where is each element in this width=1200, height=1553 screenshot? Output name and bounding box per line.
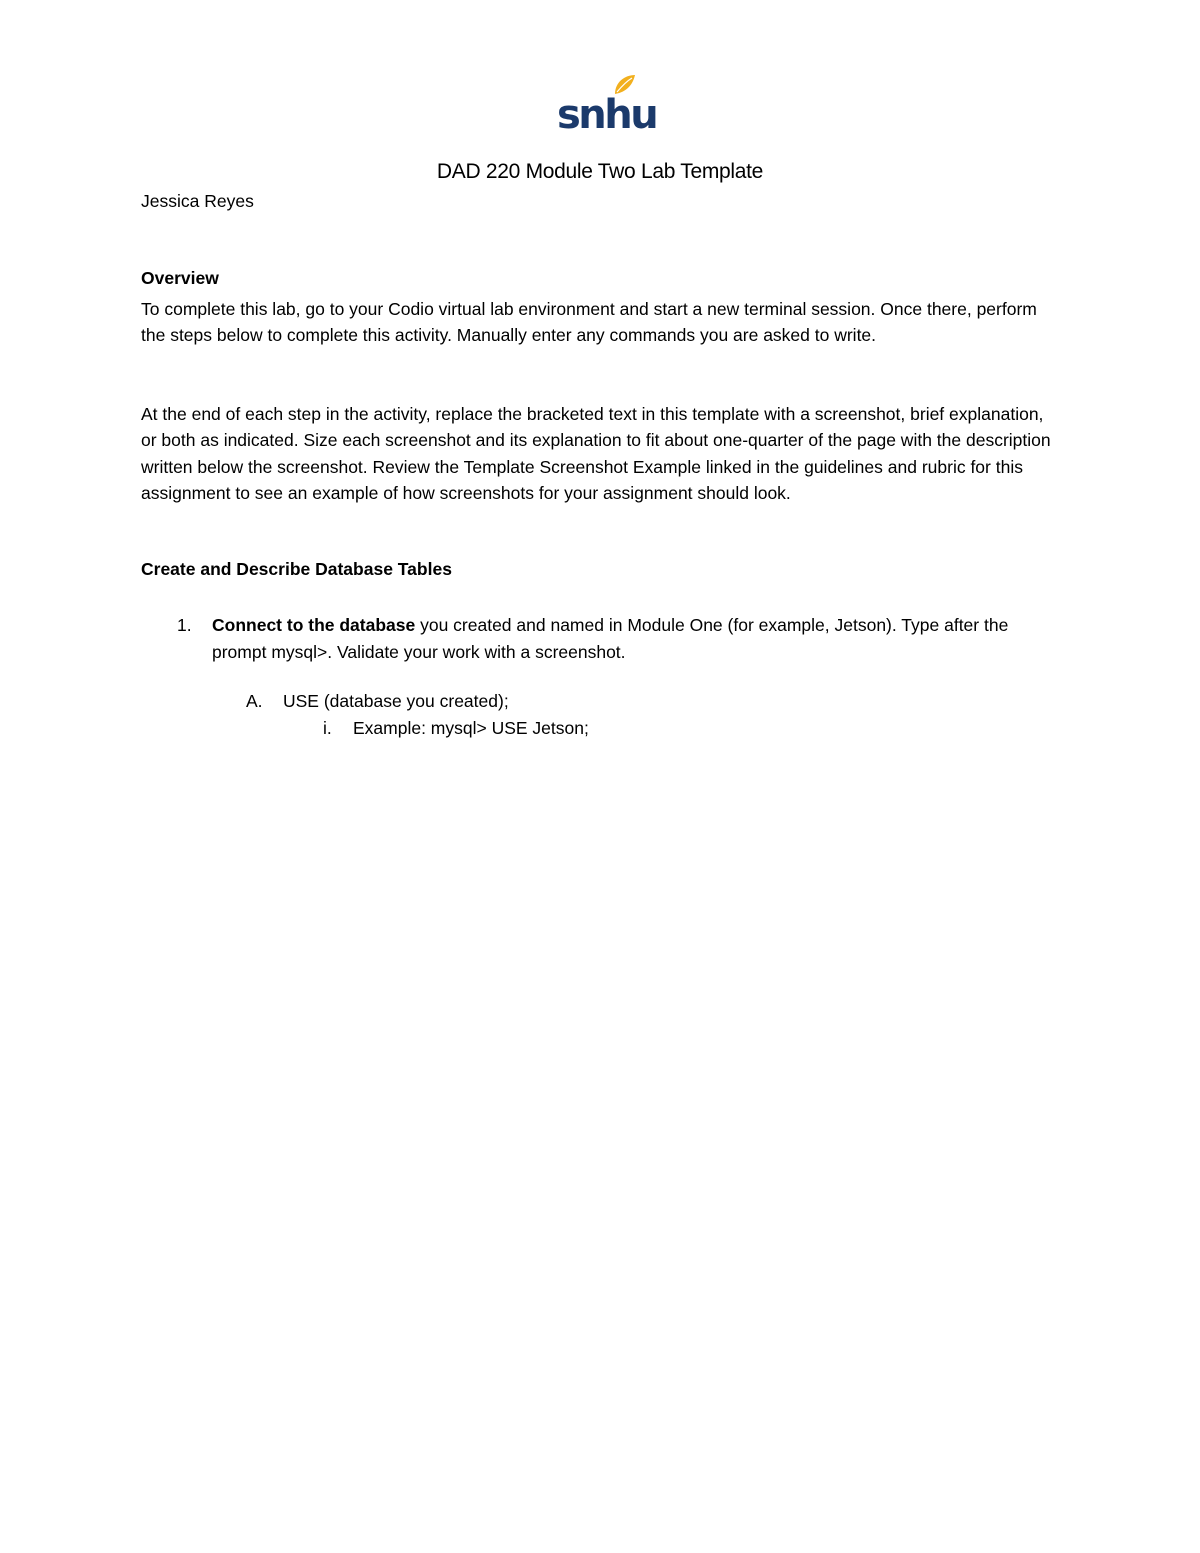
snhu-logo xyxy=(553,72,657,138)
overview-paragraph-2: At the end of each step in the activity, replace the bracketed text in this template with a screenshot, brief explanation, or both as indicated. Size each screenshot and its explanation to fit about one-quarter of the page with the description written below the screenshot. Review the Template Screenshot Example linked in the guidelines and rubric for this assignment to see an example of how screenshots for your assignment should look. xyxy=(141,404,1051,503)
author-name: Jessica Reyes xyxy=(141,191,254,211)
document-title: DAD 220 Module Two Lab Template xyxy=(436,160,764,183)
logo-wordmark: snhu xyxy=(557,92,657,138)
section-heading: Create and Describe Database Tables xyxy=(141,559,452,579)
step-number: 1. xyxy=(177,615,192,635)
step-body-text: you created and named in Module One (for example, Jetson). Type after the prompt mysql>. Validate your work with a screenshot. xyxy=(212,615,1009,662)
overview-heading: Overview xyxy=(141,268,219,288)
step-bold-text: Connect to the database xyxy=(212,615,416,635)
overview-paragraph-1: To complete this lab, go to your Codio virtual lab environment and start a new terminal session. Once there, perform the steps below to complete this activity. Manually enter any commands you are asked to write. xyxy=(141,299,1037,346)
step-text xyxy=(212,612,1042,666)
sub-item-marker: A. xyxy=(246,691,263,711)
sub-sub-item-text: Example: mysql> USE Jetson; xyxy=(353,718,589,738)
sub-sub-item-marker: i. xyxy=(323,718,332,738)
sub-item-text: USE (database you created); xyxy=(283,691,509,711)
